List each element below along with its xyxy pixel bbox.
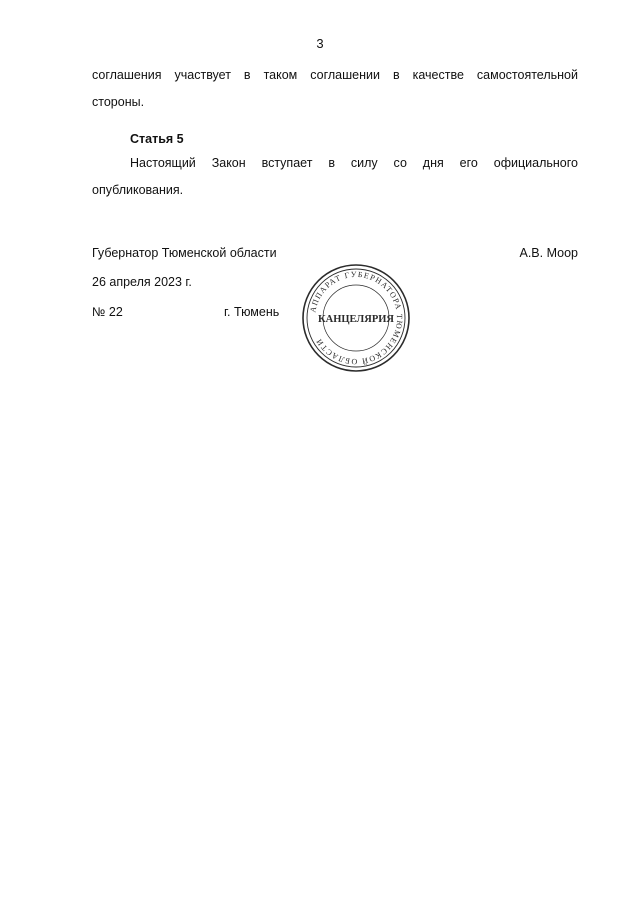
paragraph-line: опубликования. [92, 183, 184, 197]
paragraph-line: соглашения участвует в таком соглашении в качестве самостоятельной [92, 68, 578, 82]
article-heading: Статья 5 [130, 132, 184, 146]
office-stamp [300, 262, 412, 374]
stamp-center-text: КАНЦЕЛЯРИЯ [318, 314, 394, 325]
paragraph-line: Настоящий Закон вступает в силу со дня его официального [130, 156, 578, 170]
page-number: 3 [316, 36, 324, 51]
stamp-ring-textpath: АППАРАТ ГУБЕРНАТОРА ТЮМЕНСКОЙ ОБЛАСТИ [308, 269, 405, 367]
paragraph-line: стороны. [92, 95, 145, 109]
continuation-paragraph [92, 62, 578, 116]
law-number: № 22 [92, 305, 123, 319]
law-city: г. Тюмень [224, 305, 280, 319]
law-date: 26 апреля 2023 г. [92, 275, 192, 289]
signatory-name: А.В. Моор [519, 246, 578, 260]
signatory-position: Губернатор Тюменской области [92, 246, 277, 260]
article-paragraph [92, 150, 578, 204]
